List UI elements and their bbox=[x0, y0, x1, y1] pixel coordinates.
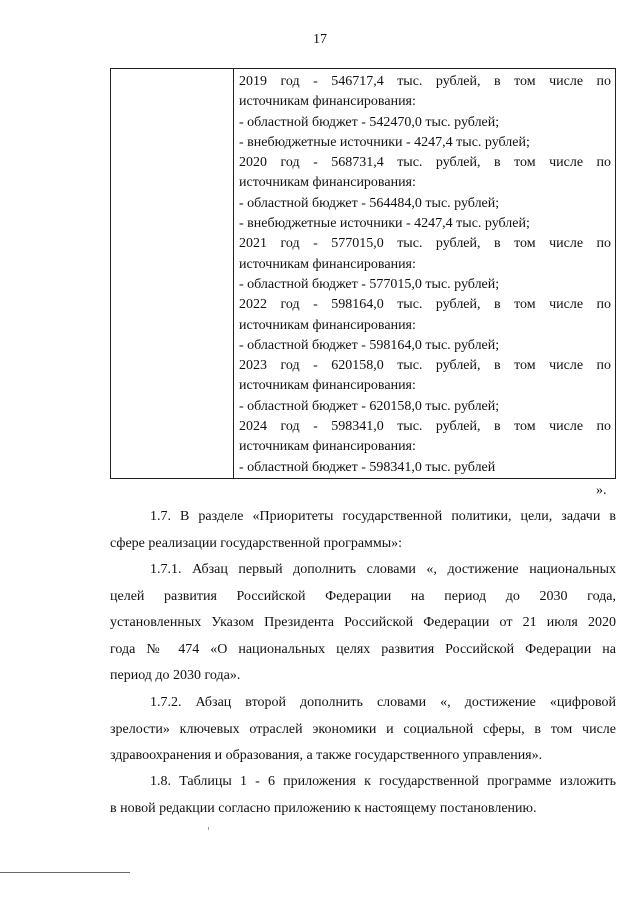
financing-line: 2023 год - 620158,0 тыс. рублей, в том числе по bbox=[239, 358, 611, 374]
paragraph-line: целей развития Российской Федерации на период до 2030 года, bbox=[110, 588, 616, 604]
financing-line: источникам финансирования: bbox=[239, 378, 416, 394]
financing-line: 2019 год - 546717,4 тыс. рублей, в том числе по bbox=[239, 74, 611, 89]
financing-line: - областной бюджет - 620158,0 тыс. рублей; bbox=[239, 398, 500, 414]
table-empty-cell bbox=[111, 69, 234, 478]
financing-line: - областной бюджет - 542470,0 тыс. рублей; bbox=[239, 114, 500, 130]
paragraph-line: сфере реализации государственной программы»: bbox=[110, 535, 403, 551]
paragraph-1-7-1 bbox=[110, 557, 616, 690]
financing-line: - областной бюджет - 598164,0 тыс. рублей; bbox=[239, 337, 500, 353]
paragraph-line: 1.7. В разделе «Приоритеты государственной политики, цели, задачи в bbox=[150, 509, 616, 524]
paragraph-line: в новой редакции согласно приложению к настоящему постановлению. bbox=[110, 800, 537, 816]
financing-line: - областной бюджет - 564484,0 тыс. рублей; bbox=[239, 195, 500, 211]
financing-line: источникам финансирования: bbox=[239, 256, 416, 272]
paragraph-line: года № 474 «О национальных целях развития Российской Федерации на bbox=[110, 641, 616, 657]
scan-speck bbox=[208, 827, 209, 830]
financing-line: - областной бюджет - 598341,0 тыс. рублей bbox=[239, 459, 496, 475]
financing-line: источникам финансирования: bbox=[239, 175, 416, 191]
financing-line: источникам финансирования: bbox=[239, 94, 416, 110]
financing-line: 2020 год - 568731,4 тыс. рублей, в том числе по bbox=[239, 155, 611, 171]
financing-line: - областной бюджет - 577015,0 тыс. рублей; bbox=[239, 276, 500, 292]
paragraph-line: установленных Указом Президента Российской Федерации от 21 июля 2020 bbox=[110, 615, 616, 630]
financing-line: - внебюджетные источники - 4247,4 тыс. рублей; bbox=[239, 134, 530, 150]
financing-line: 2024 год - 598341,0 тыс. рублей, в том числе по bbox=[239, 419, 611, 435]
footer-rule bbox=[0, 872, 130, 873]
financing-line: источникам финансирования: bbox=[239, 317, 416, 333]
page-number: 17 bbox=[313, 32, 327, 47]
financing-line: 2022 год - 598164,0 тыс. рублей, в том числе по bbox=[239, 297, 611, 313]
financing-line: - внебюджетные источники - 4247,4 тыс. рублей; bbox=[239, 216, 530, 232]
financing-line: 2021 год - 577015,0 тыс. рублей, в том числе по bbox=[239, 236, 611, 252]
paragraph-line: здравоохранения и образования, а также государственного управления». bbox=[110, 748, 543, 763]
paragraph-line: 1.8. Таблицы 1 - 6 приложения к государственной программе изложить bbox=[150, 774, 616, 789]
paragraph-line: зрелости» ключевых отраслей экономики и социальной сферы, в том числе bbox=[110, 721, 616, 737]
paragraph-1-7 bbox=[110, 504, 616, 557]
paragraph-line: период до 2030 года». bbox=[110, 668, 241, 683]
paragraph-line: 1.7.1. Абзац первый дополнить словами «, достижение национальных bbox=[150, 562, 616, 577]
paragraph-line: 1.7.2. Абзац второй дополнить словами «, достижение «цифровой bbox=[150, 695, 616, 710]
financing-cell bbox=[234, 69, 615, 478]
closing-quote: ». bbox=[596, 483, 607, 498]
financing-line: источникам финансирования: bbox=[239, 439, 416, 455]
paragraph-1-7-2 bbox=[110, 690, 616, 770]
paragraph-1-8 bbox=[110, 769, 616, 822]
financing-table bbox=[110, 68, 616, 479]
